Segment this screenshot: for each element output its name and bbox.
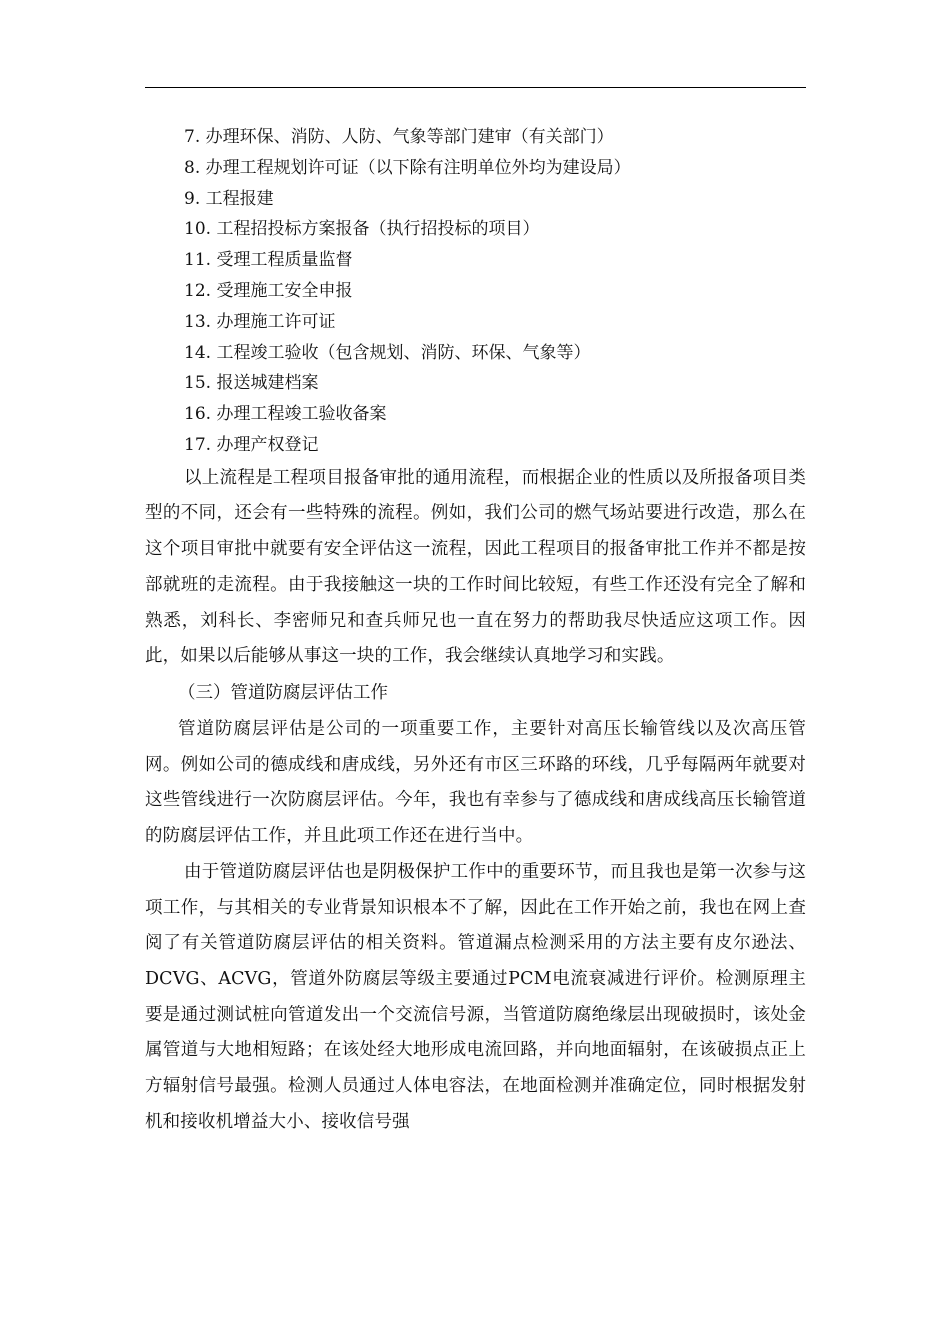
list-item: 16. 办理工程竣工验收备案 (184, 404, 387, 425)
list-item: 10. 工程招投标方案报备（执行招投标的项目） (184, 219, 540, 240)
list-item: 15. 报送城建档案 (184, 373, 319, 394)
process-list (145, 122, 806, 461)
list-item: 7. 办理环保、消防、人防、气象等部门建审（有关部门） (184, 127, 614, 147)
list-item: 9. 工程报建 (184, 188, 274, 209)
paragraph-coating-evaluation: 管道防腐层评估是公司的一项重要工作，主要针对高压长输管线以及次高压管网。例如公司的德成线和唐成线，另外还有市区三环路的环线，几乎每隔两年就要对这些管线进行一次防腐层评估。今年，我也有幸参与了德成线和唐成线高压长输管道的防腐层评估工作，并且此项工作还在进行当中。 (145, 718, 806, 847)
list-item: 11. 受理工程质量监督 (184, 250, 353, 271)
list-item: 12. 受理施工安全申报 (184, 280, 353, 301)
list-item: 13. 办理施工许可证 (184, 311, 336, 332)
paragraph-coating-method: 由于管道防腐层评估也是阴极保护工作中的重要环节，而且我也是第一次参与这项工作，与其相关的专业背景知识根本不了解，因此在工作开始之前，我也在网上查阅了有关管道防腐层评估的相关资料。管道漏点检测采用的方法主要有皮尔逊法、DCVG、ACVG，管道外防腐层等级主要通过PCM电流衰减进行评价。检测原理主要是通过测试桩向管道发出一个交流信号源，当管道防腐绝缘层出现破损时，该处金属管道与大地相短路；在该处经大地形成电流回路，并向地面辐射，在该破损点正上方辐射信号最强。检测人员通过人体电容法，在地面检测并准确定位，同时根据发射机和接收机增益大小、接收信号强 (145, 861, 806, 1132)
paragraph-process-summary: 以上流程是工程项目报备审批的通用流程，而根据企业的性质以及所报备项目类型的不同，还会有一些特殊的流程。例如，我们公司的燃气场站要进行改造，那么在这个项目审批中就要有安全评估这一流程，因此工程项目的报备审批工作并不都是按部就班的走流程。由于我接触这一块的工作时间比较短，有些工作还没有完全了解和熟悉，刘科长、李密师兄和查兵师兄也一直在努力的帮助我尽快适应这项工作。因此，如果以后能够从事这一块的工作，我会继续认真地学习和实践。 (145, 467, 806, 667)
list-item: 8. 办理工程规划许可证（以下除有注明单位外均为建设局） (184, 157, 631, 178)
list-item: 17. 办理产权登记 (184, 434, 319, 455)
section-heading: （三）管道防腐层评估工作 (178, 682, 388, 703)
list-item: 14. 工程竣工验收（包含规划、消防、环保、气象等） (184, 342, 591, 363)
header-rule (145, 87, 806, 88)
document-body (145, 122, 806, 1140)
